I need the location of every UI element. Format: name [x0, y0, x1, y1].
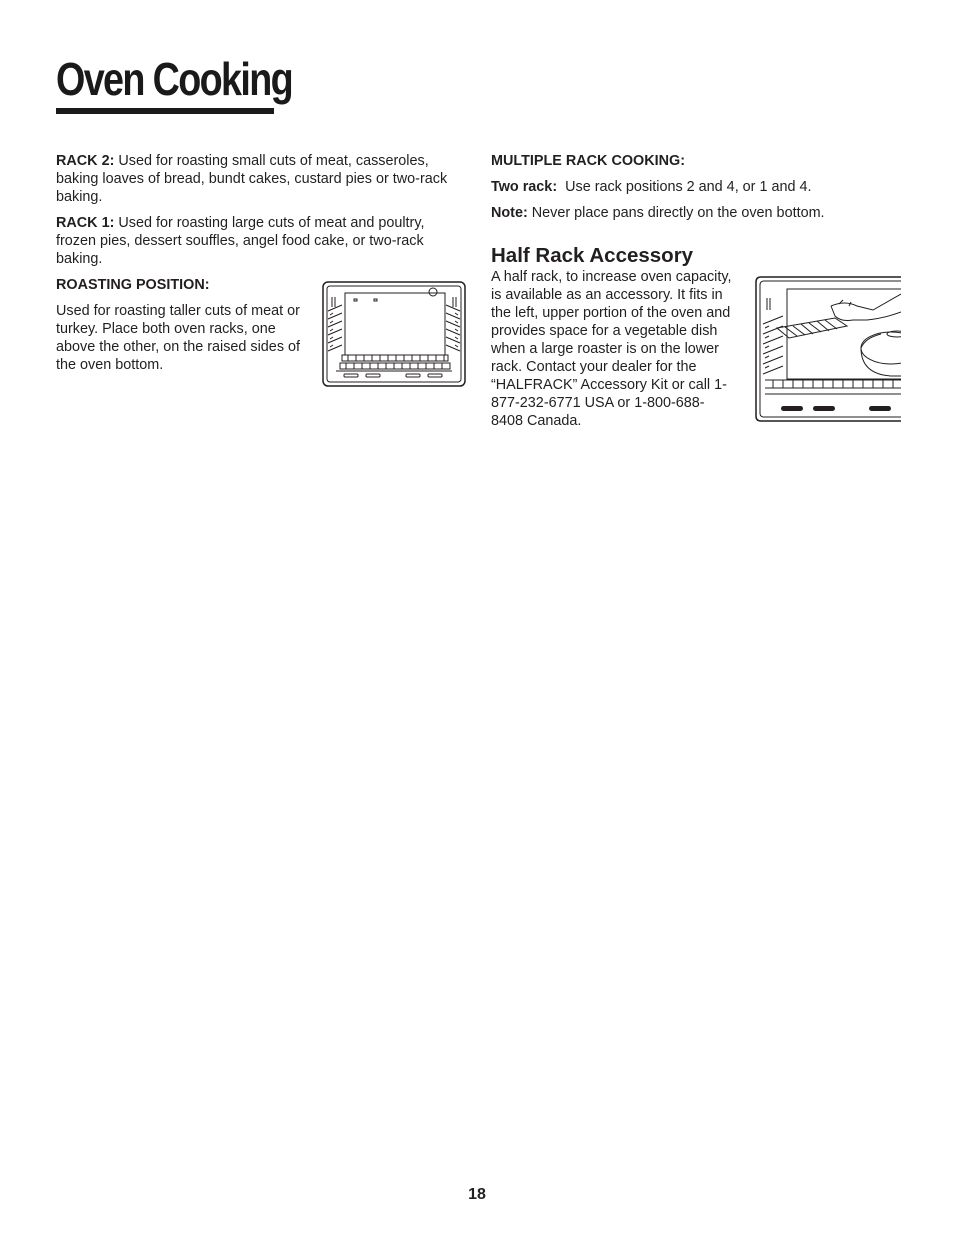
roasting-position-heading: ROASTING POSITION: — [56, 277, 210, 293]
two-rack-paragraph — [491, 178, 901, 196]
half-rack-heading: Half Rack Accessory — [491, 244, 694, 267]
half-rack-text: A half rack, to increase oven capacity, is available as an accessory. It fits in the left, upper portion of the oven and provides space for a vegetable dish when a large roaster is on the lower rack. Contact your dealer for the “HALFRACK” Accessory Kit or call 1-877-232-6771 USA or 1-800-688-8408 Canada. — [491, 269, 732, 429]
note-label: Note: — [491, 205, 528, 221]
note-text: Never place pans directly on the oven bottom. — [527, 205, 825, 221]
roasting-position-text: Used for roasting taller cuts of meat or turkey. Place both oven racks, one above the other, on the raised sides of the oven bottom. — [56, 303, 301, 373]
rack2-text: Used for roasting small cuts of meat, casseroles, baking loaves of bread, bundt cakes, custard pies or two-rack baking. — [56, 153, 448, 205]
rack1-label: RACK 1: — [56, 215, 115, 231]
page-number: 18 — [468, 1186, 486, 1203]
note-paragraph — [491, 204, 901, 222]
oven-roasting-position-illustration-icon — [322, 281, 466, 392]
rack1-text: Used for roasting large cuts of meat and poultry, frozen pies, dessert souffles, angel food cake, or two-rack baking. — [56, 215, 425, 267]
two-rack-label: Two rack: — [491, 179, 558, 195]
oven-half-rack-illustration-icon — [755, 276, 901, 428]
rack2-paragraph — [56, 152, 466, 206]
title-underline — [56, 108, 274, 114]
two-rack-text: Use rack positions 2 and 4, or 1 and 4. — [557, 179, 812, 195]
rack1-paragraph — [56, 214, 466, 268]
multiple-rack-heading: MULTIPLE RACK COOKING: — [491, 153, 685, 169]
rack2-label: RACK 2: — [56, 153, 115, 169]
page-title: Oven Cooking — [56, 53, 293, 105]
